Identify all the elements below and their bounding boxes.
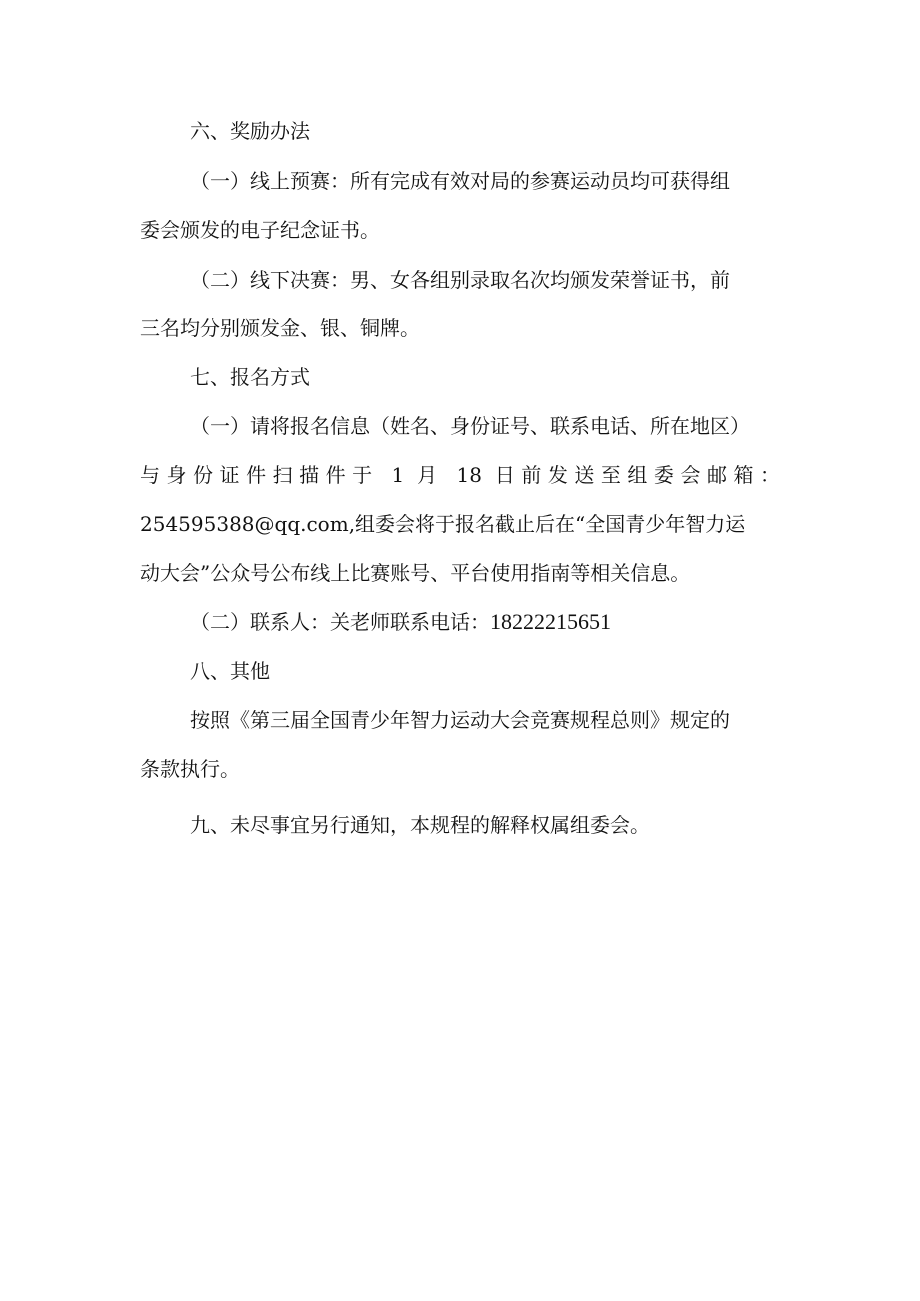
section-seven-paragraph-1-line-2: 与身份证件扫描件于 1 月 18 日前发送至组委会邮箱： [140, 463, 780, 487]
section-six-heading: 六、奖励办法 [190, 119, 310, 143]
section-eight-paragraph-1-line-1: 按照《第三届全国青少年智力运动大会竞赛规程总则》规定的 [190, 708, 730, 732]
contact-label: （二）联系人：关老师联系电话： [190, 610, 490, 634]
section-six-paragraph-1-line-1: （一）线上预赛：所有完成有效对局的参赛运动员均可获得组 [190, 169, 730, 193]
section-eight-paragraph-1-line-2: 条款执行。 [140, 757, 240, 781]
section-seven-paragraph-1-line-4: 动大会”公众号公布线上比赛账号、平台使用指南等相关信息。 [140, 561, 691, 585]
section-nine-heading: 九、未尽事宜另行通知，本规程的解释权属组委会。 [190, 813, 650, 837]
section-six-paragraph-2-line-1: （二）线下决赛：男、女各组别录取名次均颁发荣誉证书，前 [190, 268, 730, 292]
section-seven-heading: 七、报名方式 [190, 365, 310, 389]
section-six-paragraph-2-line-2: 三名均分别颁发金、银、铜牌。 [140, 316, 420, 340]
section-six-paragraph-1-line-2: 委会颁发的电子纪念证书。 [140, 218, 380, 242]
section-eight-heading: 八、其他 [190, 659, 270, 683]
contact-phone: 18222215651 [490, 609, 611, 634]
section-seven-paragraph-1-line-1: （一）请将报名信息（姓名、身份证号、联系电话、所在地区） [190, 414, 750, 438]
section-seven-paragraph-1-line-3: 254595388@qq.com,组委会将于报名截止后在“全国青少年智力运 [140, 512, 746, 536]
section-seven-paragraph-2 [190, 605, 920, 639]
